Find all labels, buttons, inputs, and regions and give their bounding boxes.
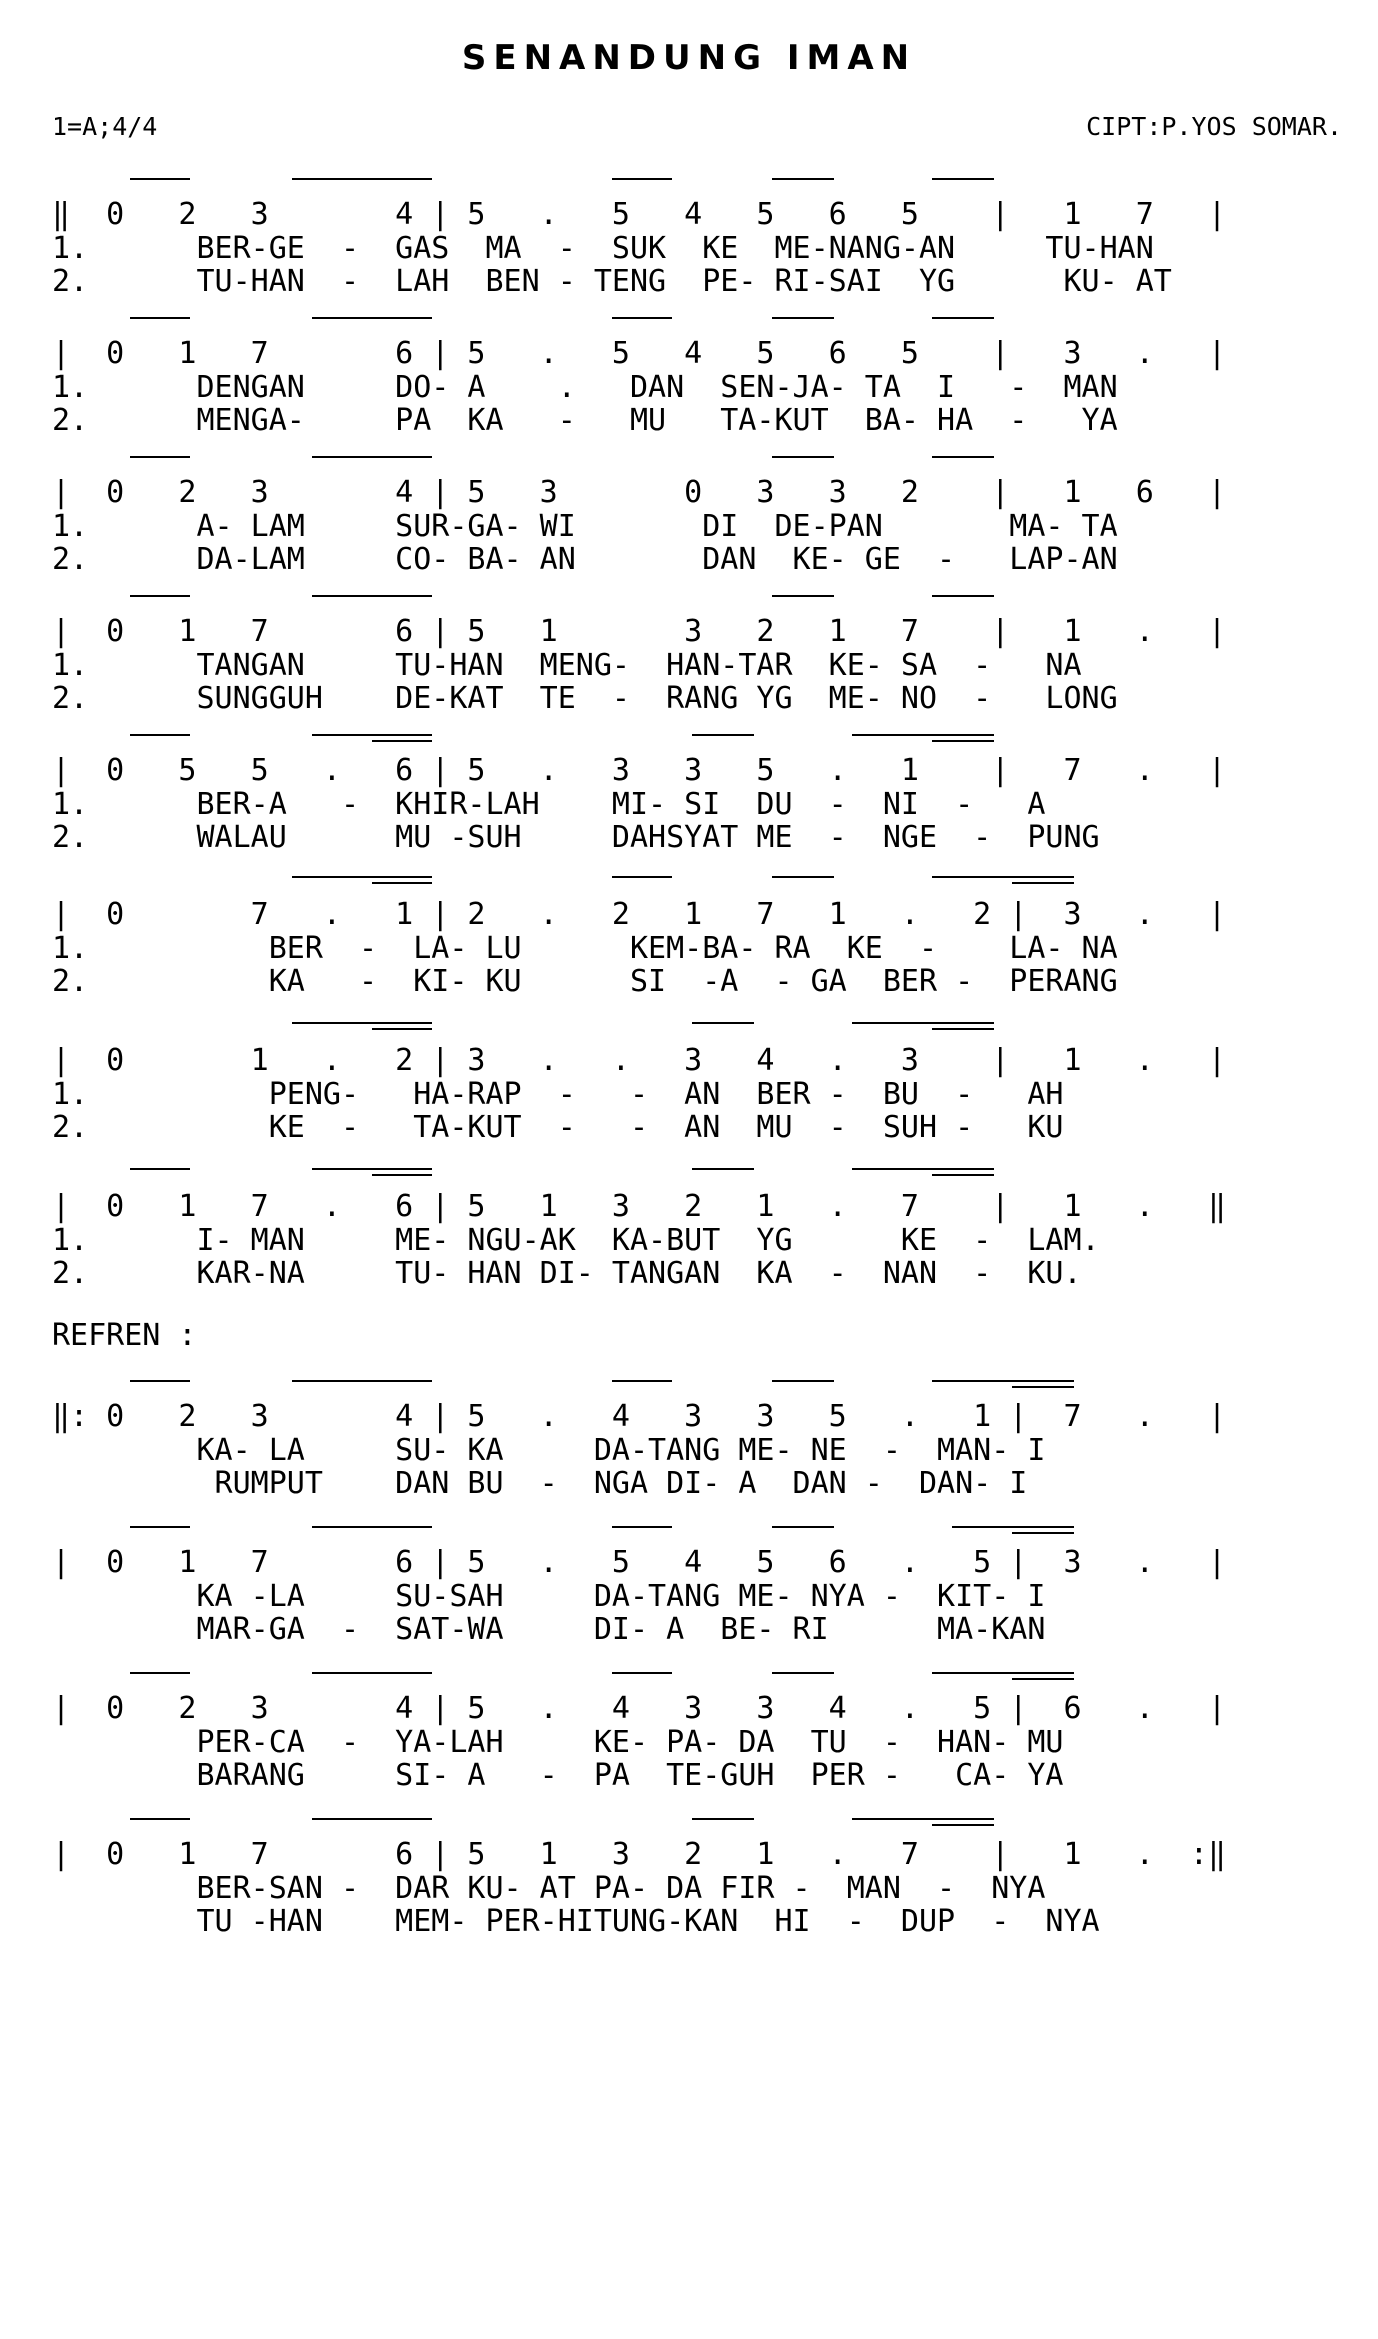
beam-line <box>1012 1532 1074 1534</box>
lyric-verse-2: 2. KE - TA-KUT - - AN MU - SUH - KU <box>52 1110 1064 1145</box>
lyric-verse-1: 1. I- MAN ME- NGU-AK KA-BUT YG KE - LAM. <box>52 1223 1100 1258</box>
staff-system-6 <box>0 898 1378 1028</box>
notes-line: | 0 2 3 4 | 5 3 0 3 3 2 | 1 6 | <box>52 475 1226 510</box>
notes-line: | 0 2 3 4 | 5 . 4 3 3 4 . 5 | 6 . | <box>52 1691 1226 1726</box>
beam-line <box>612 317 672 319</box>
staff-system-8 <box>0 1190 1378 1320</box>
staff-system-1 <box>0 198 1378 328</box>
beam-line <box>612 1380 672 1382</box>
song-title: SENANDUNG IMAN <box>461 38 917 78</box>
composer-credit: CIPT:P.YOS SOMAR. <box>1086 112 1342 141</box>
beam-line <box>292 178 432 180</box>
lyric-verse-2: BARANG SI- A - PA TE-GUH PER - CA- YA <box>52 1758 1064 1793</box>
beam-line <box>852 734 994 736</box>
beam-line <box>852 1168 994 1170</box>
beam-line <box>130 1168 190 1170</box>
lyric-verse-1: PER-CA - YA-LAH KE- PA- DA TU - HAN- MU <box>52 1725 1064 1760</box>
beam-line <box>692 1818 754 1820</box>
notes-line: | 0 1 . 2 | 3 . . 3 4 . 3 | 1 . | <box>52 1043 1226 1078</box>
beam-line <box>932 1672 1074 1674</box>
beam-line <box>952 1526 1074 1528</box>
beam-line <box>932 1824 994 1826</box>
beam-line <box>612 1526 672 1528</box>
beam-line <box>312 1168 432 1170</box>
staff-system-3 <box>0 476 1378 606</box>
notes-line: | 0 1 7 6 | 5 . 5 4 5 6 . 5 | 3 . | <box>52 1545 1226 1580</box>
lyric-verse-2: RUMPUT DAN BU - NGA DI- A DAN - DAN- I <box>52 1466 1028 1501</box>
lyric-verse-2: MAR-GA - SAT-WA DI- A BE- RI MA-KAN <box>52 1612 1046 1647</box>
staff-system-12 <box>0 1838 1378 1968</box>
beam-line <box>932 1380 1074 1382</box>
notes-line: | 0 5 5 . 6 | 5 . 3 3 5 . 1 | 7 . | <box>52 753 1226 788</box>
beam-line <box>312 456 432 458</box>
lyric-verse-1: KA- LA SU- KA DA-TANG ME- NE - MAN- I <box>52 1433 1046 1468</box>
beam-line <box>130 1672 190 1674</box>
beam-line <box>312 734 432 736</box>
staff-system-7 <box>0 1044 1378 1174</box>
staff-system-2 <box>0 337 1378 467</box>
lyric-verse-2: 2. SUNGGUH DE-KAT TE - RANG YG ME- NO - LONG <box>52 681 1118 716</box>
beam-line <box>130 178 190 180</box>
key-signature: 1=A;4/4 <box>52 112 158 141</box>
beam-line <box>692 1168 754 1170</box>
lyric-verse-2: 2. MENGA- PA KA - MU TA-KUT BA- HA - YA <box>52 403 1118 438</box>
beam-line <box>772 1380 834 1382</box>
notes-line: | 0 1 7 6 | 5 1 3 2 1 . 7 | 1 . :‖ <box>52 1837 1226 1872</box>
beam-line <box>932 1028 994 1030</box>
beam-line <box>292 876 432 878</box>
beam-line <box>772 317 834 319</box>
beam-line <box>772 178 834 180</box>
lyric-verse-1: 1. BER-A - KHIR-LAH MI- SI DU - NI - A <box>52 787 1046 822</box>
beam-line <box>932 317 994 319</box>
beam-line <box>692 734 754 736</box>
beam-line <box>130 595 190 597</box>
notes-line: | 0 7 . 1 | 2 . 2 1 7 1 . 2 | 3 . | <box>52 897 1226 932</box>
beam-line <box>612 876 672 878</box>
beam-line <box>312 1672 432 1674</box>
refren-label: REFREN : <box>52 1318 197 1353</box>
staff-system-10 <box>0 1546 1378 1676</box>
beam-line <box>772 1526 834 1528</box>
notes-line: | 0 1 7 6 | 5 . 5 4 5 6 5 | 3 . | <box>52 336 1226 371</box>
lyric-verse-1: 1. BER-GE - GAS MA - SUK KE ME-NANG-AN TU-HAN <box>52 231 1154 266</box>
lyric-verse-1: KA -LA SU-SAH DA-TANG ME- NYA - KIT- I <box>52 1579 1046 1614</box>
notes-line: ‖: 0 2 3 4 | 5 . 4 3 3 5 . 1 | 7 . | <box>52 1399 1226 1434</box>
lyric-verse-1: 1. TANGAN TU-HAN MENG- HAN-TAR KE- SA - NA <box>52 648 1082 683</box>
notes-line: | 0 1 7 . 6 | 5 1 3 2 1 . 7 | 1 . ‖ <box>52 1189 1226 1224</box>
lyric-verse-2: 2. DA-LAM CO- BA- AN DAN KE- GE - LAP-AN <box>52 542 1118 577</box>
beam-line <box>130 1380 190 1382</box>
beam-line <box>1012 1678 1074 1680</box>
beam-line <box>130 734 190 736</box>
beam-line <box>130 317 190 319</box>
beam-line <box>372 740 432 742</box>
beam-line <box>372 882 432 884</box>
beam-line <box>130 1526 190 1528</box>
staff-system-4 <box>0 615 1378 745</box>
beam-line <box>312 1526 432 1528</box>
beam-line <box>372 1174 432 1176</box>
staff-system-11 <box>0 1692 1378 1822</box>
lyric-verse-2: 2. WALAU MU -SUH DAHSYAT ME - NGE - PUNG <box>52 820 1100 855</box>
lyric-verse-1: 1. BER - LA- LU KEM-BA- RA KE - LA- NA <box>52 931 1118 966</box>
beam-line <box>772 595 834 597</box>
beam-line <box>292 1380 432 1382</box>
beam-line <box>372 1028 432 1030</box>
notes-line: | 0 1 7 6 | 5 1 3 2 1 7 | 1 . | <box>52 614 1226 649</box>
beam-line <box>1012 882 1074 884</box>
beam-line <box>312 317 432 319</box>
lyric-verse-1: BER-SAN - DAR KU- AT PA- DA FIR - MAN - NYA <box>52 1871 1046 1906</box>
lyric-verse-1: 1. PENG- HA-RAP - - AN BER - BU - AH <box>52 1077 1064 1112</box>
staff-system-5 <box>0 754 1378 884</box>
staff-system-9 <box>0 1400 1378 1530</box>
lyric-verse-2: 2. KA - KI- KU SI -A - GA BER - PERANG <box>52 964 1118 999</box>
beam-line <box>312 595 432 597</box>
beam-line <box>772 456 834 458</box>
notes-line: ‖ 0 2 3 4 | 5 . 5 4 5 6 5 | 1 7 | <box>52 197 1226 232</box>
beam-line <box>612 1672 672 1674</box>
beam-line <box>130 1818 190 1820</box>
beam-line <box>932 1174 994 1176</box>
beam-line <box>772 1672 834 1674</box>
beam-line <box>1012 1386 1074 1388</box>
beam-line <box>852 1022 994 1024</box>
beam-line <box>130 456 190 458</box>
beam-line <box>932 178 994 180</box>
beam-line <box>932 595 994 597</box>
lyric-verse-1: 1. DENGAN DO- A . DAN SEN-JA- TA I - MAN <box>52 370 1118 405</box>
lyric-verse-2: 2. KAR-NA TU- HAN DI- TANGAN KA - NAN - KU. <box>52 1256 1082 1291</box>
lyric-verse-2: 2. TU-HAN - LAH BEN - TENG PE- RI-SAI YG KU- AT <box>52 264 1172 299</box>
beam-line <box>312 1818 432 1820</box>
beam-line <box>932 740 994 742</box>
beam-line <box>932 456 994 458</box>
beam-line <box>852 1818 994 1820</box>
lyric-verse-2: TU -HAN MEM- PER-HITUNG-KAN HI - DUP - NYA <box>52 1904 1100 1939</box>
beam-line <box>932 876 1074 878</box>
beam-line <box>692 1022 754 1024</box>
beam-line <box>772 876 834 878</box>
beam-line <box>612 178 672 180</box>
lyric-verse-1: 1. A- LAM SUR-GA- WI DI DE-PAN MA- TA <box>52 509 1118 544</box>
beam-line <box>292 1022 432 1024</box>
